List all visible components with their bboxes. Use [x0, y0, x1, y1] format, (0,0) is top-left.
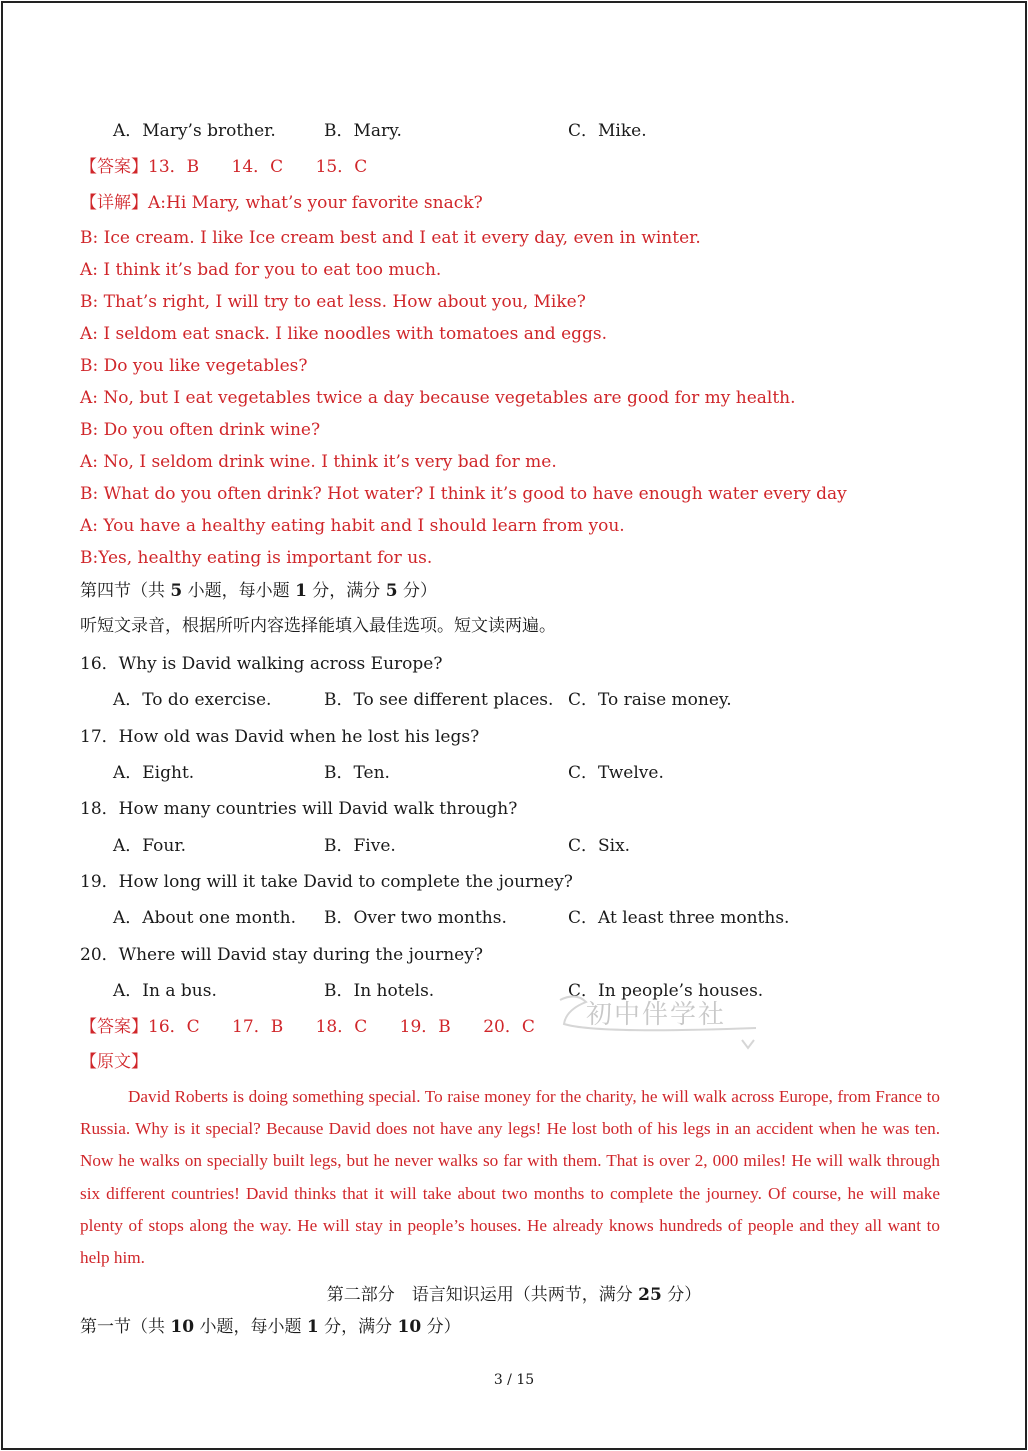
- dialogue-line: A: No, but I eat vegetables twice a day because vegetables are good for my health.: [80, 388, 796, 408]
- section-text: 第一节（共: [80, 1317, 171, 1337]
- option-b: B．Five.: [324, 836, 396, 856]
- section-total: 10: [397, 1317, 422, 1337]
- option-c: C．To raise money.: [568, 690, 732, 710]
- part-total: 25: [638, 1285, 662, 1305]
- option-a: A．To do exercise.: [113, 690, 272, 710]
- option-b: B．To see different places.: [324, 690, 554, 710]
- option-a: A．In a bus.: [113, 981, 217, 1001]
- detail-line: [80, 192, 483, 214]
- section-points: 1: [295, 581, 307, 601]
- option-b: B．Ten.: [324, 763, 390, 783]
- option-b: B．Over two months.: [324, 908, 507, 928]
- dialogue-line: A: No, I seldom drink wine. I think it’s very bad for me.: [80, 452, 557, 472]
- dialogue-line: B:Yes, healthy eating is important for us.: [80, 548, 433, 568]
- option-c: C．In people’s houses.: [568, 981, 764, 1001]
- question-18: 18．How many countries will David walk through?: [80, 799, 518, 819]
- section-text: 分）: [421, 1317, 461, 1337]
- question-20: 20．Where will David stay during the journey?: [80, 945, 483, 965]
- option-c: C．At least three months.: [568, 908, 790, 928]
- option-c: C．Six.: [568, 836, 631, 856]
- dialogue-line: B: Ice cream. I like Ice cream best and I eat it every day, even in winter.: [80, 228, 701, 248]
- option-a: A．Eight.: [113, 763, 195, 783]
- question-16: 16．Why is David walking across Europe?: [80, 654, 443, 674]
- part-text: 第二部分 语言知识运用（共两节，满分: [326, 1285, 639, 1305]
- answer-label: 【答案】: [80, 1017, 148, 1037]
- section-text: 分）: [397, 581, 437, 601]
- answer-values: 16．C 17．B 18．C 19．B 20．C: [148, 1017, 535, 1037]
- dialogue-line: B: That’s right, I will try to eat less. How about you, Mike?: [80, 292, 586, 312]
- question-17: 17．How old was David when he lost his legs?: [80, 727, 480, 747]
- section-heading: [80, 580, 437, 602]
- detail-first: A:Hi Mary, what’s your favorite snack?: [148, 193, 483, 213]
- option-c: C．Mike.: [568, 121, 647, 141]
- option-a: A．Mary’s brother.: [113, 121, 276, 141]
- answer-values: 13．B 14．C 15．C: [148, 157, 368, 177]
- dialogue-line: B: What do you often drink? Hot water? I think it’s good to have enough water every day: [80, 484, 847, 504]
- passage-text: David Roberts is doing something special. To raise money for the charity, he will walk across Europe, from France to Russia. Why is it special? Because David does not have any legs! He lost both of his legs in an accident when he was ten. Now he walks on specially built legs, but he never walks so far with them. That is over 2, 000 miles! He will walk through six different countries! David thinks that it will take about two months to complete the journey. Of course, he will make plenty of stops along the way. He will stay in people’s houses. He already knows hundreds of people and they all want to help him.: [80, 1087, 940, 1268]
- dialogue-line: B: Do you often drink wine?: [80, 420, 321, 440]
- page-number: 3 / 15: [493, 1372, 535, 1388]
- option-c: C．Twelve.: [568, 763, 664, 783]
- answer-line-1: [80, 156, 367, 178]
- section-count: 5: [170, 581, 183, 601]
- option-b: B．In hotels.: [324, 981, 435, 1001]
- section-total: 5: [385, 581, 398, 601]
- section-text: 分，满分: [306, 581, 386, 601]
- section-text: 第四节（共: [80, 581, 171, 601]
- watermark-text: 初中伴学社: [586, 1000, 727, 1030]
- section-text: 小题，每小题: [182, 581, 296, 601]
- watermark: [556, 988, 766, 1058]
- section-heading: [80, 1316, 461, 1338]
- dialogue-line: B: Do you like vegetables?: [80, 356, 308, 376]
- detail-label: 【详解】: [80, 193, 148, 213]
- section-points: 1: [306, 1317, 319, 1337]
- section-text: 分，满分: [318, 1317, 398, 1337]
- instruction: 听短文录音，根据所听内容选择能填入最佳选项。短文读两遍。: [80, 616, 556, 636]
- part-heading: [0, 1280, 1028, 1305]
- dialogue-line: A: You have a healthy eating habit and I should learn from you.: [80, 516, 625, 536]
- dialogue-line: A: I think it’s bad for you to eat too much.: [80, 260, 442, 280]
- part-text: 分）: [661, 1285, 702, 1305]
- section-text: 小题，每小题: [194, 1317, 307, 1337]
- option-b: B．Mary.: [324, 121, 402, 141]
- option-a: A．Four.: [113, 836, 186, 856]
- question-19: 19．How long will it take David to complete the journey?: [80, 872, 573, 892]
- dialogue-line: A: I seldom eat snack. I like noodles with tomatoes and eggs.: [80, 324, 608, 344]
- option-a: A．About one month.: [113, 908, 296, 928]
- section-count: 10: [170, 1317, 195, 1337]
- original-label: 【原文】: [80, 1052, 148, 1072]
- answer-line-2: [80, 1016, 535, 1038]
- answer-label: 【答案】: [80, 157, 148, 177]
